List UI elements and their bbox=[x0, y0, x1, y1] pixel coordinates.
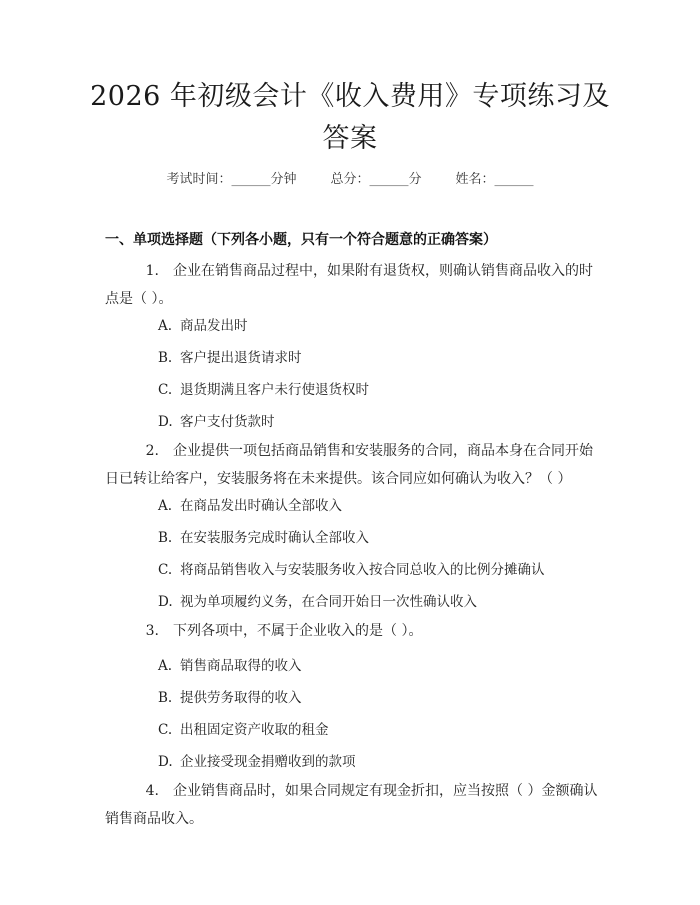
option-label: B. bbox=[158, 530, 173, 546]
question-item bbox=[105, 777, 601, 833]
option-text: 在商品发出时确认全部收入 bbox=[180, 498, 342, 514]
option-label: B. bbox=[158, 690, 173, 706]
option-text: 出租固定资产收取的租金 bbox=[180, 722, 329, 738]
question-text: 企业在销售商品过程中，如果附有退货权，则确认销售商品收入的时点是（ ）。 bbox=[105, 263, 593, 307]
score-label: 总分： bbox=[330, 172, 370, 187]
option-text: 商品发出时 bbox=[180, 318, 248, 334]
question-item bbox=[105, 617, 601, 645]
option-text: 企业接受现金捐赠收到的款项 bbox=[180, 754, 356, 770]
name-blank: ______ bbox=[494, 172, 534, 187]
score-blank: ______ bbox=[369, 172, 409, 187]
score-unit: 分 bbox=[408, 172, 422, 187]
name-label: 姓名： bbox=[455, 172, 495, 187]
option-item bbox=[158, 346, 302, 366]
question-item bbox=[105, 257, 601, 313]
question-item bbox=[105, 437, 601, 493]
option-item bbox=[158, 494, 342, 514]
option-item bbox=[158, 686, 302, 706]
option-label: C. bbox=[158, 722, 173, 738]
question-number: 3. bbox=[145, 623, 159, 639]
option-text: 提供劳务取得的收入 bbox=[180, 690, 302, 706]
time-blank: ______ bbox=[231, 172, 271, 187]
question-number: 4. bbox=[145, 783, 159, 799]
option-item bbox=[158, 558, 545, 578]
option-item bbox=[158, 590, 477, 610]
option-text: 将商品销售收入与安装服务收入按合同总收入的比例分摊确认 bbox=[180, 562, 545, 578]
option-text: 在安装服务完成时确认全部收入 bbox=[180, 530, 369, 546]
option-label: B. bbox=[158, 350, 173, 366]
question-text: 企业销售商品时，如果合同规定有现金折扣，应当按照（ ）金额确认销售商品收入。 bbox=[105, 783, 598, 827]
option-label: D. bbox=[158, 594, 173, 610]
option-item bbox=[158, 378, 369, 398]
time-unit: 分钟 bbox=[270, 172, 297, 187]
option-text: 销售商品取得的收入 bbox=[180, 658, 302, 674]
question-text: 下列各项中，不属于企业收入的是（ ）。 bbox=[173, 623, 423, 639]
time-label: 考试时间： bbox=[166, 172, 232, 187]
option-item bbox=[158, 750, 356, 770]
document-title: 2026 年初级会计《收入费用》专项练习及答案 bbox=[90, 81, 610, 154]
option-text: 客户提出退货请求时 bbox=[180, 350, 302, 366]
option-label: D. bbox=[158, 414, 173, 430]
option-label: A. bbox=[158, 498, 173, 514]
section-heading: 一、单项选择题（下列各小题，只有一个符合题意的正确答案） bbox=[105, 232, 497, 248]
option-label: C. bbox=[158, 382, 173, 398]
option-item bbox=[158, 718, 329, 738]
option-text: 客户支付货款时 bbox=[180, 414, 275, 430]
option-label: D. bbox=[158, 754, 173, 770]
question-number: 1. bbox=[145, 263, 159, 279]
option-text: 视为单项履约义务，在合同开始日一次性确认收入 bbox=[180, 594, 477, 610]
exam-info bbox=[0, 168, 700, 187]
question-number: 2. bbox=[145, 443, 159, 459]
question-text: 企业提供一项包括商品销售和安装服务的合同，商品本身在合同开始日已转让给客户，安装服务将在未来提供。该合同应如何确认为收入？（ ） bbox=[105, 443, 593, 487]
option-label: C. bbox=[158, 562, 173, 578]
option-label: A. bbox=[158, 658, 173, 674]
option-item bbox=[158, 654, 302, 674]
option-item bbox=[158, 410, 275, 430]
option-text: 退货期满且客户未行使退货权时 bbox=[180, 382, 369, 398]
option-label: A. bbox=[158, 318, 173, 334]
option-item bbox=[158, 526, 369, 546]
option-item bbox=[158, 314, 248, 334]
